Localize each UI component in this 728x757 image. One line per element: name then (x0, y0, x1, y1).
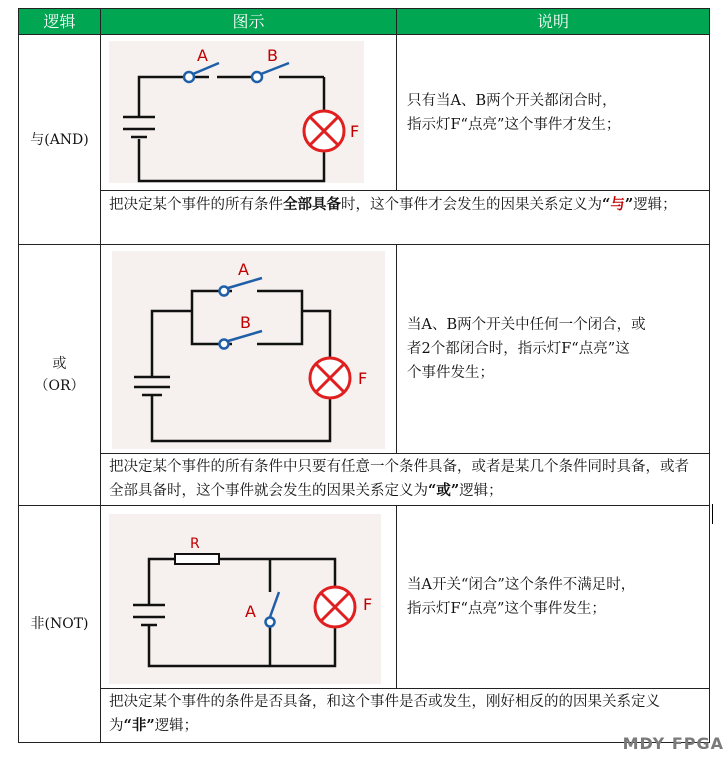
and-switch-b-label: B (267, 46, 278, 65)
or-description-line-3: 个事件发生； (407, 365, 494, 381)
and-label: 与(AND) (30, 131, 89, 148)
not-resistor (175, 554, 219, 564)
or-lamp-label: F (358, 369, 368, 388)
or-description-line-1: 当A、B两个开关中任何一个闭合，或 (407, 317, 646, 333)
and-description-line-2: 指示灯F“点亮”这个事件才发生； (407, 116, 621, 133)
and-definition-text-2: 时，这个事件才会发生的因果关系定义为 (341, 197, 602, 213)
and-description-line-1: 只有当A、B两个开关都闭合时， (407, 92, 617, 109)
or-switch-b-label: B (240, 313, 251, 332)
and-switch-b (252, 63, 289, 82)
not-description-line-1: 当A开关“闭合”这个条件不满足时， (407, 577, 636, 593)
and-diagram-cell (100, 34, 397, 191)
logic-table (18, 8, 710, 743)
not-battery (133, 605, 165, 625)
not-definition-keyword: “非” (123, 717, 155, 734)
and-lamp (304, 111, 344, 151)
not-lamp (315, 587, 355, 627)
text-cursor (712, 504, 713, 524)
and-description-cell (396, 34, 710, 191)
or-circuit-diagram (112, 251, 385, 449)
or-lamp (310, 358, 350, 398)
or-diagram-cell (100, 244, 397, 454)
not-label-cell (18, 505, 101, 743)
and-switch-a (184, 63, 219, 82)
and-switch-a-label: A (197, 46, 208, 65)
or-switch-b (220, 331, 263, 349)
or-switch-a-label: A (238, 260, 249, 279)
not-description-cell (396, 505, 710, 689)
and-label-cell (18, 34, 101, 245)
header-logic: 逻辑 (18, 8, 101, 35)
not-description-line-2: 指示灯F“点亮”这个事件发生； (407, 601, 606, 617)
or-description-line-2: 者2个都闭合时，指示灯F“点亮”这 (407, 341, 630, 357)
or-description-cell (396, 244, 710, 454)
header-diagram: 图示 (100, 8, 397, 35)
watermark: MDY FPGA (622, 734, 724, 753)
and-definition-cell (100, 190, 710, 245)
and-definition-text-1: 把决定某个事件的所有条件 (109, 197, 283, 213)
not-definition-text: 把决定某个事件的条件是否具备，和这个事件是否或发生，刚好相反的的因果关系定义为 (109, 694, 660, 734)
or-battery (134, 377, 170, 395)
header-description: 说明 (396, 8, 710, 35)
or-definition-suffix: 逻辑； (459, 483, 503, 499)
not-switch-a-label: A (245, 602, 256, 621)
and-definition-text-3: 逻辑； (633, 197, 677, 213)
or-label-line-2: （OR） (34, 378, 85, 394)
and-lamp-label: F (350, 122, 360, 141)
or-definition-keyword: “或” (428, 482, 460, 499)
or-definition-cell (100, 453, 710, 506)
or-label-line-1: 或 (52, 356, 67, 372)
or-definition-text: 把决定某个事件的所有条件中只要有任意一个条件具备，或者是某几个条件同时具备，或者全部具备时，这个事件就会发生的因果关系定义为 (109, 459, 689, 499)
not-circuit-diagram (109, 514, 381, 684)
and-definition-keyword: 与 (610, 196, 625, 213)
and-definition-quote-close: ” (624, 196, 634, 213)
not-lamp-label: F (363, 595, 373, 614)
and-definition-quote-open: “ (602, 196, 611, 213)
and-definition-emphasis: 全部具备 (283, 196, 341, 213)
not-wires (149, 559, 335, 666)
not-definition-suffix: 逻辑； (154, 718, 199, 734)
and-circuit-diagram (109, 41, 364, 183)
and-wires (139, 77, 324, 181)
not-switch-a (266, 592, 280, 627)
not-resistor-label: R (190, 536, 200, 552)
or-label-cell (18, 244, 101, 506)
or-switch-a (220, 278, 263, 296)
and-battery (123, 117, 155, 137)
not-definition-cell (100, 688, 710, 743)
not-label: 非(NOT) (30, 616, 89, 632)
not-diagram-cell (100, 505, 397, 689)
